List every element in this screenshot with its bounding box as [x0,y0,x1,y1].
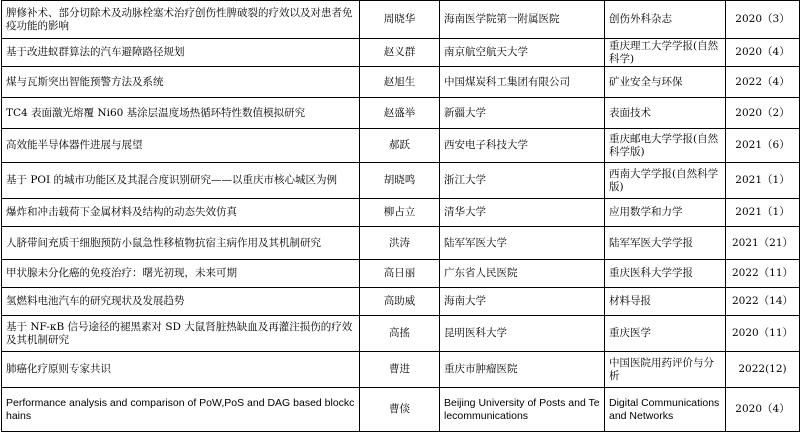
table-row [2,129,800,163]
paper-title: 基于改进蚁群算法的汽车避障路径规划 [2,39,360,67]
journal: 创伤外科杂志 [605,1,726,39]
table-row [2,352,800,388]
table-body [2,1,800,432]
year-issue: 2022（11） [726,260,800,288]
paper-title: TC4 表面激光熔覆 Ni60 基涂层温度场热循环特性数值模拟研究 [2,98,360,129]
journal: 西南大学学报(自然科学版) [605,163,726,199]
table-row [2,288,800,316]
journal: 中国医院用药评价与分析 [605,352,726,388]
institution: 清华大学 [440,199,605,227]
table-row [2,1,800,39]
institution: 海南大学 [440,288,605,316]
paper-title: 脾修补术、部分切除术及动脉栓塞术治疗创伤性脾破裂的疗效以及对患者免疫功能的影响 [2,1,360,39]
author-name: 洪涛 [360,227,440,260]
author-name: 高助威 [360,288,440,316]
table-row [2,227,800,260]
table-row [2,316,800,352]
institution: 新疆大学 [440,98,605,129]
table-row [2,163,800,199]
institution: 西安电子科技大学 [440,129,605,163]
year-issue: 2020（4） [726,39,800,67]
year-issue: 2020（2） [726,98,800,129]
institution: 南京航空航天大学 [440,39,605,67]
institution: 广东省人民医院 [440,260,605,288]
journal: 矿业安全与环保 [605,67,726,98]
institution: 昆明医科大学 [440,316,605,352]
year-issue: 2020（4） [726,388,800,432]
institution: 中国煤炭科工集团有限公司 [440,67,605,98]
author-name: 胡晓鸣 [360,163,440,199]
year-issue: 2022(12) [726,352,800,388]
author-name: 赵盛举 [360,98,440,129]
author-name: 郝跃 [360,129,440,163]
journal: 应用数学和力学 [605,199,726,227]
author-name: 曹倓 [360,388,440,432]
paper-title: Performance analysis and comparison of PoW,PoS and DAG based blockchains [2,388,360,432]
journal: 重庆理工大学学报(自然科学) [605,39,726,67]
citation-table [1,0,800,432]
table-row [2,199,800,227]
year-issue: 2021（1） [726,163,800,199]
year-issue: 2022（4） [726,67,800,98]
journal: 材料导报 [605,288,726,316]
table-row [2,260,800,288]
year-issue: 2020（11） [726,316,800,352]
author-name: 赵旭生 [360,67,440,98]
table-row [2,39,800,67]
table-row [2,67,800,98]
year-issue: 2022（14） [726,288,800,316]
journal: 重庆医科大学学报 [605,260,726,288]
table-row [2,388,800,432]
journal: Digital Communications and Networks [605,388,726,432]
paper-title: 高效能半导体器件进展与展望 [2,129,360,163]
paper-title: 甲状腺未分化癌的免疫治疗：曙光初现，未来可期 [2,260,360,288]
institution: Beijing University of Posts and Telecommunications [440,388,605,432]
author-name: 高搖 [360,316,440,352]
institution: 重庆市肿瘤医院 [440,352,605,388]
paper-title: 人脐带间充质干细胞预防小鼠急性移植物抗宿主病作用及其机制研究 [2,227,360,260]
author-name: 周晓华 [360,1,440,39]
author-name: 高日丽 [360,260,440,288]
journal: 表面技术 [605,98,726,129]
table-row [2,98,800,129]
paper-title: 基于 NF-κB 信号途径的褪黑素对 SD 大鼠肾脏热缺血及再灌注损伤的疗效及其机制研究 [2,316,360,352]
journal: 陆军军医大学学报 [605,227,726,260]
author-name: 曹进 [360,352,440,388]
year-issue: 2021（6） [726,129,800,163]
year-issue: 2021（1） [726,199,800,227]
paper-title: 煤与瓦斯突出智能预警方法及系统 [2,67,360,98]
year-issue: 2021（21） [726,227,800,260]
institution: 陆军军医大学 [440,227,605,260]
institution: 海南医学院第一附属医院 [440,1,605,39]
paper-title: 肺癌化疗原则专家共识 [2,352,360,388]
journal: 重庆医学 [605,316,726,352]
author-name: 柳占立 [360,199,440,227]
institution: 浙江大学 [440,163,605,199]
paper-title: 爆炸和冲击载荷下金属材料及结构的动态失效仿真 [2,199,360,227]
paper-title: 基于 POI 的城市功能区及其混合度识别研究——以重庆市核心城区为例 [2,163,360,199]
author-name: 赵义群 [360,39,440,67]
paper-title: 氢燃料电池汽车的研究现状及发展趋势 [2,288,360,316]
journal: 重庆邮电大学学报(自然科学版) [605,129,726,163]
year-issue: 2020（3） [726,1,800,39]
